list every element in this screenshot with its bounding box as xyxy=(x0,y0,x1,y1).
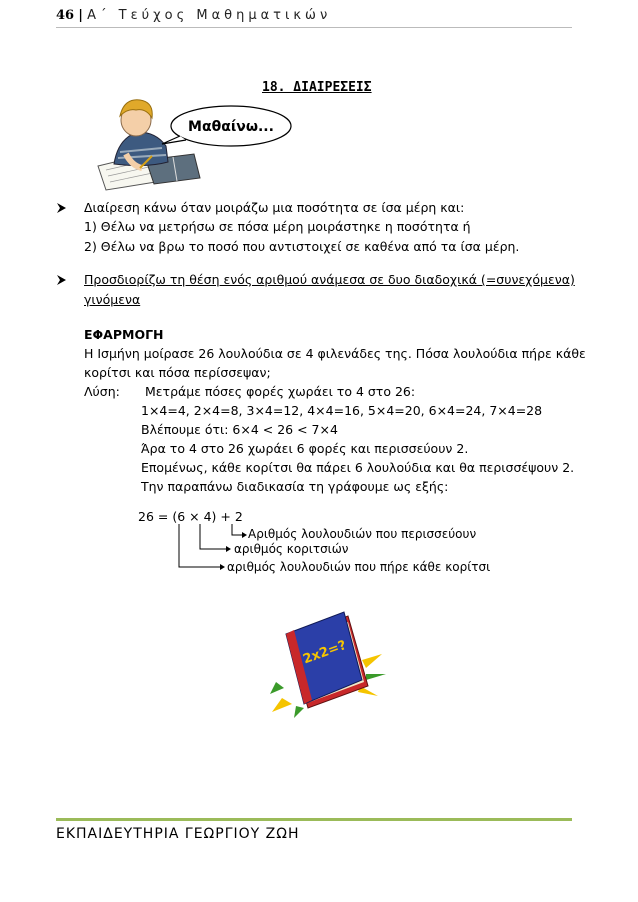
solution-line: Μετράμε πόσες φορές χωράει το 4 στο 26: xyxy=(145,384,416,399)
solution-line: 1×4=4, 2×4=8, 3×4=12, 4×4=16, 5×4=20, 6×4=24, 7×4=28 xyxy=(141,403,543,418)
equation-label: αριθμός κοριτσιών xyxy=(234,542,349,556)
solution-line: Άρα το 4 στο 26 χωράει 6 φορές και περισσεύουν 2. xyxy=(141,441,469,456)
arrow-bullet-icon xyxy=(56,202,68,214)
bullet-text: Διαίρεση κάνω όταν μοιράζω μια ποσότητα σε ίσα μέρη και: xyxy=(84,200,465,215)
list-item: 1) Θέλω να μετρήσω σε πόσα μέρη μοιράστηκε η ποσότητα ή xyxy=(84,219,471,234)
solution-label: Λύση: xyxy=(84,384,120,399)
solution-line: Την παραπάνω διαδικασία τη γράφουμε ως εξής: xyxy=(141,479,449,494)
equation-label: αριθμός λουλουδιών που πήρε κάθε κορίτσι xyxy=(227,560,491,574)
solution-line: Βλέπουμε ότι: 6×4 < 26 < 7×4 xyxy=(141,422,338,437)
student-illustration xyxy=(96,94,296,194)
bullet-text: γινόμενα xyxy=(84,292,141,307)
solution-line: Επομένως, κάθε κορίτσι θα πάρει 6 λουλούδια και θα περισσέψουν 2. xyxy=(141,460,575,475)
section-title: 18. ΔΙΑΙΡΕΣΕΙΣ xyxy=(262,80,372,95)
page-number: 46 xyxy=(56,8,75,23)
equation-label: Αριθμός λουλουδιών που περισσεύουν xyxy=(248,527,477,541)
problem-text: κορίτσι και πόσα περίσσεψαν; xyxy=(84,365,271,380)
footer-divider xyxy=(56,818,572,821)
math-book-illustration xyxy=(270,608,390,718)
application-heading: ΕΦΑΡΜΟΓΗ xyxy=(84,327,164,342)
bubble-text: Μαθαίνω... xyxy=(188,119,274,135)
list-item: 2) Θέλω να βρω το ποσό που αντιστοιχεί σε καθένα από τα ίσα μέρη. xyxy=(84,239,520,254)
header-title: Α΄ Τεύχος Μαθηματικών xyxy=(87,8,332,23)
equation: 26 = (6 × 4) + 2 xyxy=(138,509,243,524)
bullet-text: Προσδιορίζω τη θέση ενός αριθμού ανάμεσα σε δυο διαδοχικά (=συνεχόμενα) xyxy=(84,272,575,287)
problem-text: Η Ισμήνη μοίρασε 26 λουλούδια σε 4 φιλενάδες της. Πόσα λουλούδια πήρε κάθε xyxy=(84,346,586,361)
page-header xyxy=(56,8,331,23)
arrow-bullet-icon xyxy=(56,274,68,286)
page-footer: ΕΚΠΑΙΔΕΥΤΗΡΙΑ ΓΕΩΡΓΙΟΥ ΖΩΗ xyxy=(56,826,300,842)
header-separator: | xyxy=(78,8,83,23)
book-label: 2x2=? xyxy=(301,637,349,668)
header-divider xyxy=(56,27,572,28)
